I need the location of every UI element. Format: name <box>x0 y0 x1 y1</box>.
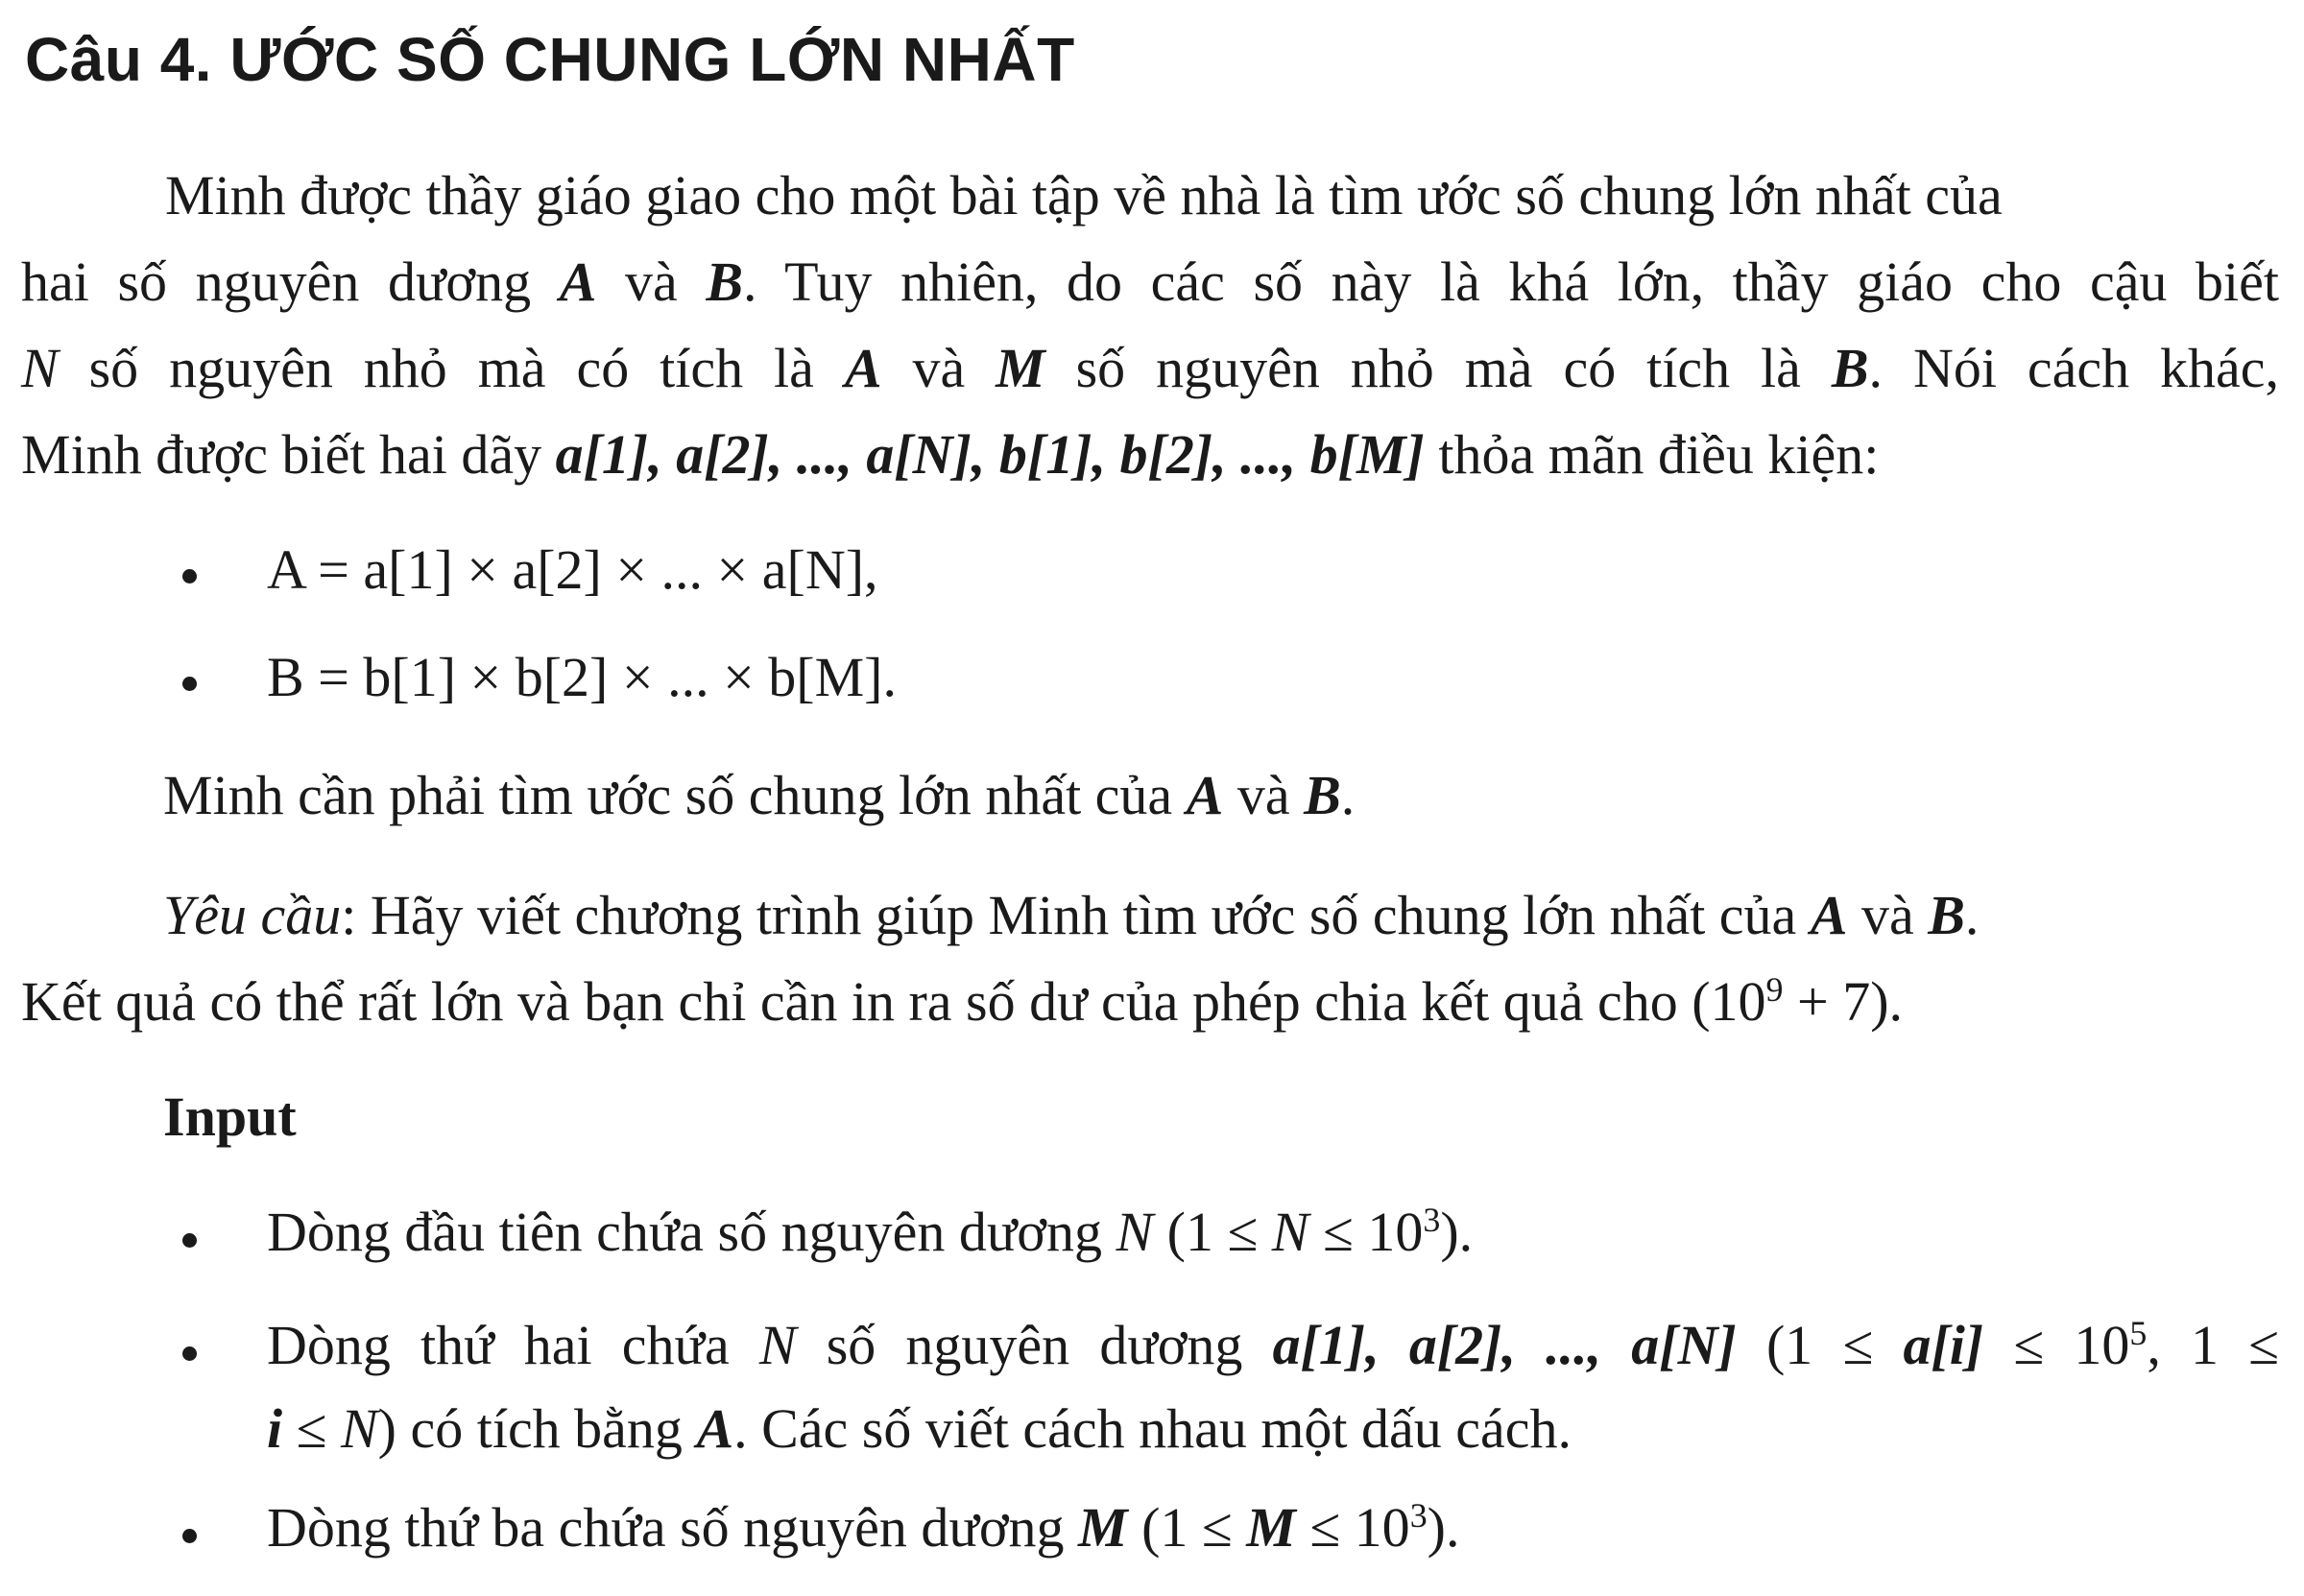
text: . <box>1340 764 1356 826</box>
intro-line-3 <box>21 337 2280 399</box>
input-item-3 <box>267 1496 1460 1559</box>
input-item-1 <box>267 1201 1474 1263</box>
intro-text: Minh được thầy giáo giao cho một bài tập về nhà là tìm ước số chung lớn nhất của <box>165 164 2003 226</box>
var-A: A <box>844 337 882 399</box>
text: + 7). <box>1783 970 1904 1033</box>
bullet-icon <box>182 1529 197 1543</box>
text: (1 ≤ <box>1127 1496 1247 1559</box>
text: và <box>596 250 707 313</box>
intro-line-1 <box>165 164 2003 226</box>
requirement-line-2 <box>21 970 1904 1033</box>
bullet-icon <box>182 1346 197 1361</box>
exponent: 5 <box>2129 1314 2148 1353</box>
condition-A: A = a[1] × a[2] × ... × a[N], <box>267 538 878 601</box>
input-heading: Input <box>163 1085 297 1148</box>
exponent: 3 <box>1409 1496 1428 1536</box>
text: , 1 ≤ <box>2147 1314 2279 1376</box>
text: . Tuy nhiên, do các số này là khá lớn, thầy giáo cho cậu biết <box>743 250 2280 313</box>
requirement-line-1 <box>163 884 1980 946</box>
var-A: A <box>1186 764 1224 826</box>
text: và <box>881 337 996 399</box>
text: ) có tích bằng <box>377 1397 697 1460</box>
text: Minh được biết hai dãy <box>21 423 556 486</box>
text: thỏa mãn điều kiện: <box>1424 423 1880 486</box>
var-B: B <box>1831 337 1869 399</box>
var-A: A <box>1810 884 1848 946</box>
problem-title: Câu 4. ƯỚC SỐ CHUNG LỚN NHẤT <box>25 25 1075 94</box>
text: ≤ 10 <box>1295 1496 1410 1559</box>
var-M: M <box>1246 1496 1296 1559</box>
sequences: a[1], a[2], ..., a[N], b[1], b[2], ..., b[M] <box>555 423 1425 486</box>
text: : Hãy viết chương trình giúp Minh tìm ước số chung lớn nhất của <box>341 884 1811 946</box>
input-item-2-line-2 <box>267 1397 1572 1460</box>
text: ≤ 10 <box>1308 1201 1424 1263</box>
text: ≤ 10 <box>1983 1314 2130 1376</box>
var-B: B <box>1304 764 1341 826</box>
text: số nguyên nhỏ mà có tích là <box>1044 337 1832 399</box>
text: Minh cần phải tìm ước số chung lớn nhất của <box>163 764 1187 826</box>
text: và <box>1223 764 1305 826</box>
var-i: i <box>267 1397 283 1460</box>
var-N: N <box>21 337 59 399</box>
text: Kết quả có thể rất lớn và bạn chỉ cần in ra số dư của phép chia kết quả cho (10 <box>21 970 1766 1033</box>
exponent: 3 <box>1423 1201 1441 1240</box>
input-item-2-line-1 <box>267 1314 2279 1376</box>
text: ). <box>1427 1496 1460 1559</box>
var-A: A <box>696 1397 734 1460</box>
intro-line-2 <box>21 250 2280 313</box>
text: ≤ <box>282 1397 341 1460</box>
text: Dòng thứ ba chứa số nguyên dương <box>267 1496 1079 1559</box>
var-N: N <box>340 1397 378 1460</box>
intro-line-4 <box>21 423 1880 486</box>
text: ). <box>1440 1201 1474 1263</box>
text: (1 ≤ <box>1153 1201 1272 1263</box>
text: số nguyên dương <box>796 1314 1273 1376</box>
bullet-icon <box>182 677 197 691</box>
var-M: M <box>1078 1496 1128 1559</box>
requirement-label: Yêu cầu <box>163 884 342 946</box>
var-B: B <box>1928 884 1965 946</box>
text: và <box>1847 884 1929 946</box>
var-N: N <box>758 1314 797 1376</box>
sequence-a: a[1], a[2], ..., a[N] <box>1272 1314 1737 1376</box>
var-ai: a[i] <box>1903 1314 1984 1376</box>
text: hai số nguyên dương <box>21 250 560 313</box>
condition-B: B = b[1] × b[2] × ... × b[M]. <box>267 646 897 708</box>
text: Dòng thứ hai chứa <box>267 1314 759 1376</box>
bullet-icon <box>182 569 197 584</box>
exponent: 9 <box>1765 970 1784 1010</box>
task-line <box>163 764 1356 826</box>
text: . Các số viết cách nhau một dấu cách. <box>733 1397 1572 1460</box>
var-B: B <box>706 250 744 313</box>
var-A: A <box>559 250 597 313</box>
text: số nguyên nhỏ mà có tích là <box>58 337 845 399</box>
text: (1 ≤ <box>1736 1314 1904 1376</box>
text: Dòng đầu tiên chứa số nguyên dương <box>267 1201 1116 1263</box>
bullet-icon <box>182 1233 197 1248</box>
var-M: M <box>996 337 1045 399</box>
var-N: N <box>1116 1201 1154 1263</box>
text: . <box>1964 884 1980 946</box>
text: . Nói cách khác, <box>1868 337 2280 399</box>
var-N: N <box>1271 1201 1309 1263</box>
